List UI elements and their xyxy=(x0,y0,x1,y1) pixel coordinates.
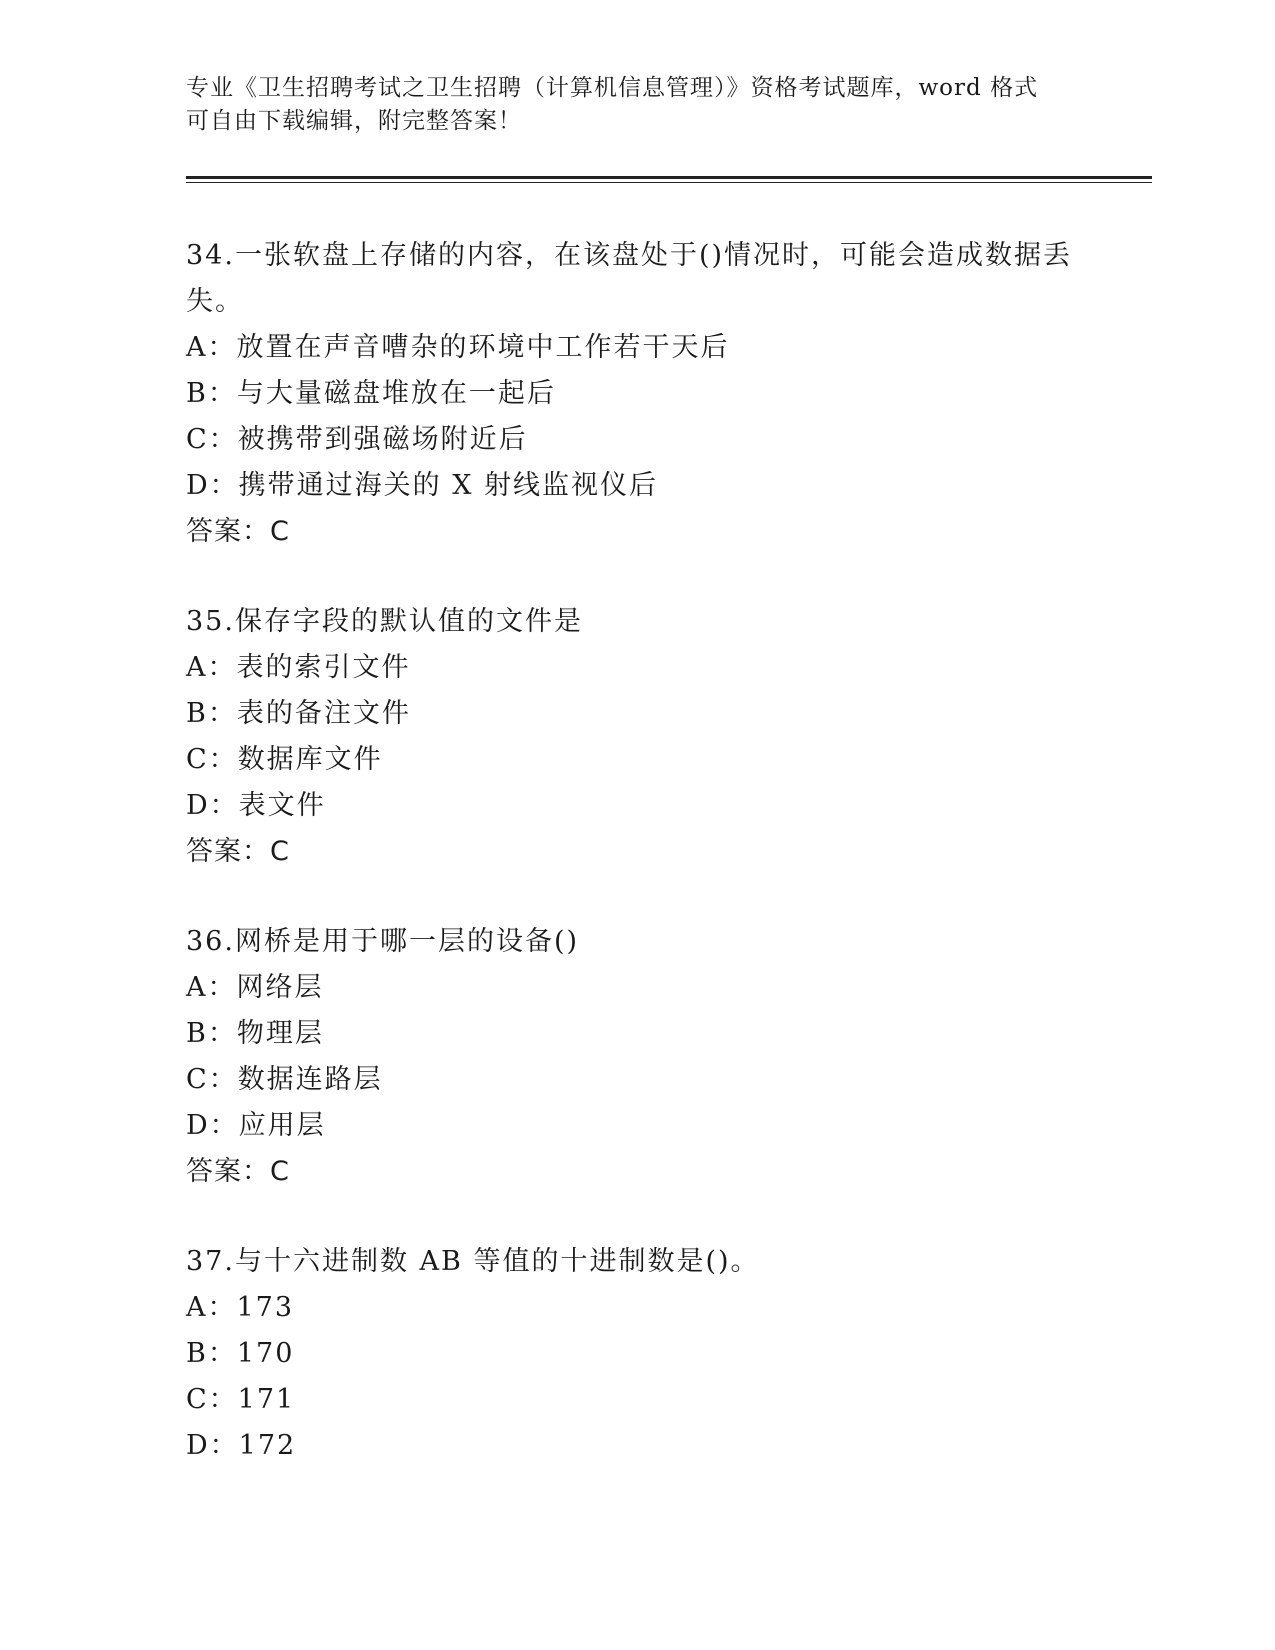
question-35 xyxy=(186,599,1086,875)
option-a: A：放置在声音嘈杂的环境中工作若干天后 xyxy=(186,332,730,363)
option-d: D：172 xyxy=(186,1430,297,1461)
header-divider-thin xyxy=(186,182,1152,183)
question-stem-line: 34.一张软盘上存储的内容，在该盘处于()情况时，可能会造成数据丢 xyxy=(186,240,1073,271)
option-c: C：数据库文件 xyxy=(186,744,383,775)
option-b: B：与大量磁盘堆放在一起后 xyxy=(186,378,556,409)
question-stem: 36.网桥是用于哪一层的设备() xyxy=(186,926,580,957)
document-header xyxy=(186,72,1086,138)
question-list xyxy=(186,233,1086,1513)
question-37 xyxy=(186,1239,1086,1469)
question-36 xyxy=(186,919,1086,1195)
answer-label: 答案：C xyxy=(186,516,290,547)
option-a: A：173 xyxy=(186,1292,295,1323)
option-c: C：数据连路层 xyxy=(186,1064,383,1095)
option-d: D：表文件 xyxy=(186,790,326,821)
question-stem-line: 失。 xyxy=(186,286,244,317)
header-divider-thick xyxy=(186,176,1152,179)
option-d: D：应用层 xyxy=(186,1110,326,1141)
option-b: B：物理层 xyxy=(186,1018,324,1049)
question-34 xyxy=(186,233,1086,555)
question-stem: 37.与十六进制数 AB 等值的十进制数是()。 xyxy=(186,1246,760,1277)
option-a: A：表的索引文件 xyxy=(186,652,411,683)
option-d: D：携带通过海关的 X 射线监视仪后 xyxy=(186,470,659,501)
option-b: B：170 xyxy=(186,1338,295,1369)
question-stem xyxy=(186,233,1086,325)
option-a: A：网络层 xyxy=(186,972,324,1003)
option-b: B：表的备注文件 xyxy=(186,698,411,729)
header-line-2: 可自由下载编辑，附完整答案！ xyxy=(186,108,522,134)
option-c: C：被携带到强磁场附近后 xyxy=(186,424,528,455)
option-c: C：171 xyxy=(186,1384,296,1415)
answer-label: 答案：C xyxy=(186,836,290,867)
question-stem: 35.保存字段的默认值的文件是 xyxy=(186,606,583,637)
answer-label: 答案：C xyxy=(186,1156,290,1187)
header-line-1: 专业《卫生招聘考试之卫生招聘（计算机信息管理）》资格考试题库，word 格式 xyxy=(186,75,1039,101)
